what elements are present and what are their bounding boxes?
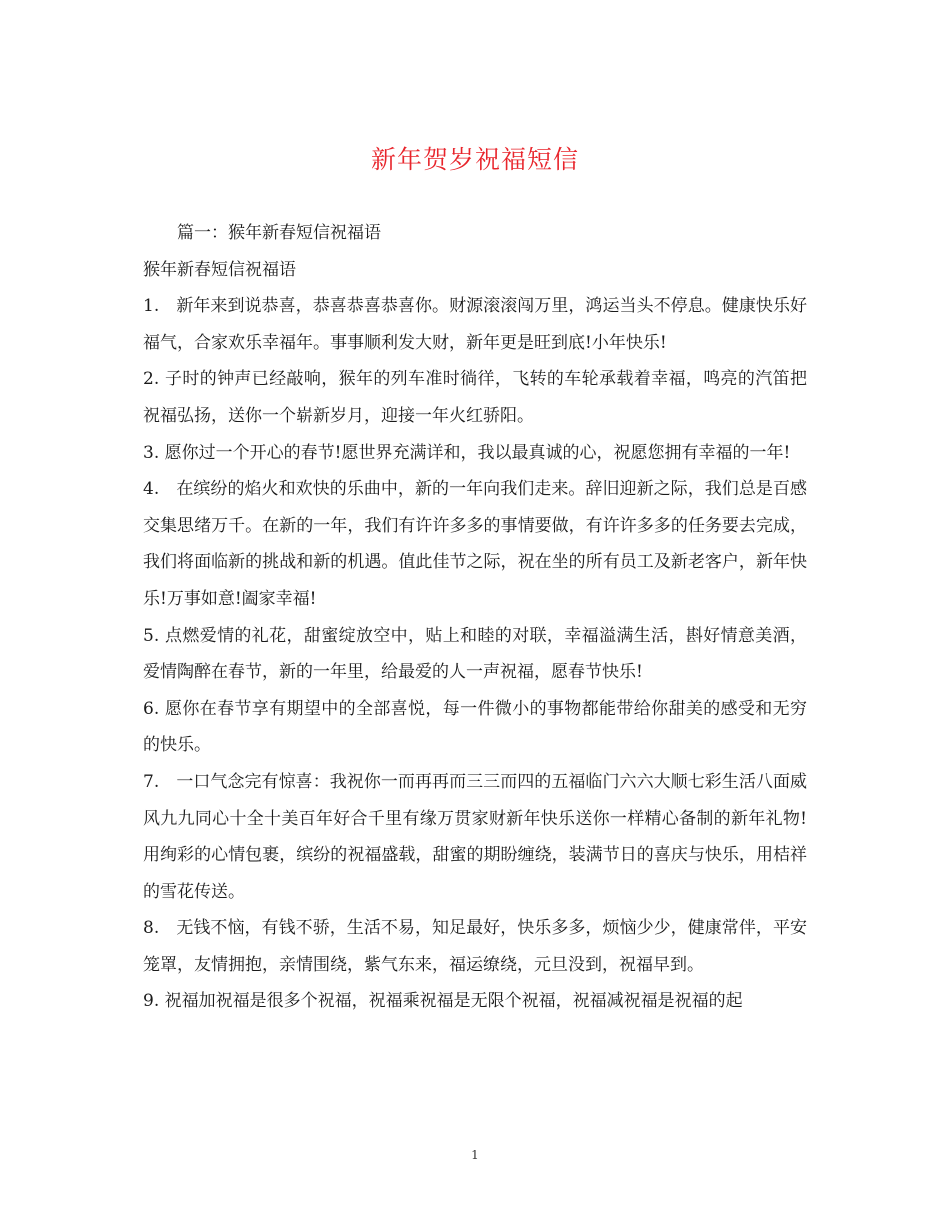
paragraph-5: 5. 点燃爱情的礼花，甜蜜绽放空中，贴上和睦的对联，幸福溢满生活，斟好情意美酒，爱情陶醉在春节，新的一年里，给最爱的人一声祝福，愿春节快乐! — [143, 625, 807, 683]
paragraph-2: 2. 子时的钟声已经敲响，猴年的列车准时徜徉，飞转的车轮承载着幸福，鸣亮的汽笛把祝福弘扬，送你一个崭新岁月，迎接一年火红骄阳。 — [143, 369, 807, 426]
document-body — [143, 215, 807, 1020]
subheading: 猴年新春短信祝福语 — [143, 259, 296, 280]
paragraph-7: 7. 一口气念完有惊喜：我祝你一而再再而三三而四的五福临门六六大顺七彩生活八面威风九九同心十全十美百年好合千里有缘万贯家财新年快乐送你一样精心备制的新年礼物!用绚彩的心情包裹，缤纷的祝福盛载，甜蜜的期盼缠绕，装满节日的喜庆与快乐，用桔祥的雪花传送。 — [143, 771, 807, 902]
paragraph-8: 8. 无钱不恼，有钱不骄，生活不易，知足最好，快乐多多，烦恼少少，健康常伴，平安笼罩，友情拥抱，亲情围绕，紫气东来，福运缭绕，元旦没到，祝福早到。 — [143, 918, 807, 975]
paragraph-9: 9. 祝福加祝福是很多个祝福，祝福乘祝福是无限个祝福，祝福减祝福是祝福的起 — [143, 991, 743, 1012]
paragraph-1: 1. 新年来到说恭喜，恭喜恭喜恭喜你。财源滚滚闯万里，鸿运当头不停息。健康快乐好福气，合家欢乐幸福年。事事顺利发大财，新年更是旺到底!小年快乐! — [143, 296, 807, 353]
page-number: 1 — [471, 1148, 479, 1162]
section-heading: 篇一：猴年新春短信祝福语 — [177, 223, 381, 243]
paragraph-3: 3. 愿你过一个开心的春节!愿世界充满详和，我以最真诚的心，祝愿您拥有幸福的一年! — [143, 442, 791, 463]
paragraph-6: 6. 愿你在春节享有期望中的全部喜悦，每一件微小的事物都能带给你甜美的感受和无穷的快乐。 — [143, 698, 807, 756]
document-title: 新年贺岁祝福短信 — [370, 145, 579, 174]
paragraph-4: 4. 在缤纷的焰火和欢快的乐曲中，新的一年向我们走来。辞旧迎新之际，我们总是百感交集思绪万千。在新的一年，我们有许许多多的事情要做，有许许多多的任务要去完成，我们将面临新的挑战和新的机遇。值此佳节之际，祝在坐的所有员工及新老客户，新年快乐!万事如意!阖家幸福! — [143, 479, 807, 609]
